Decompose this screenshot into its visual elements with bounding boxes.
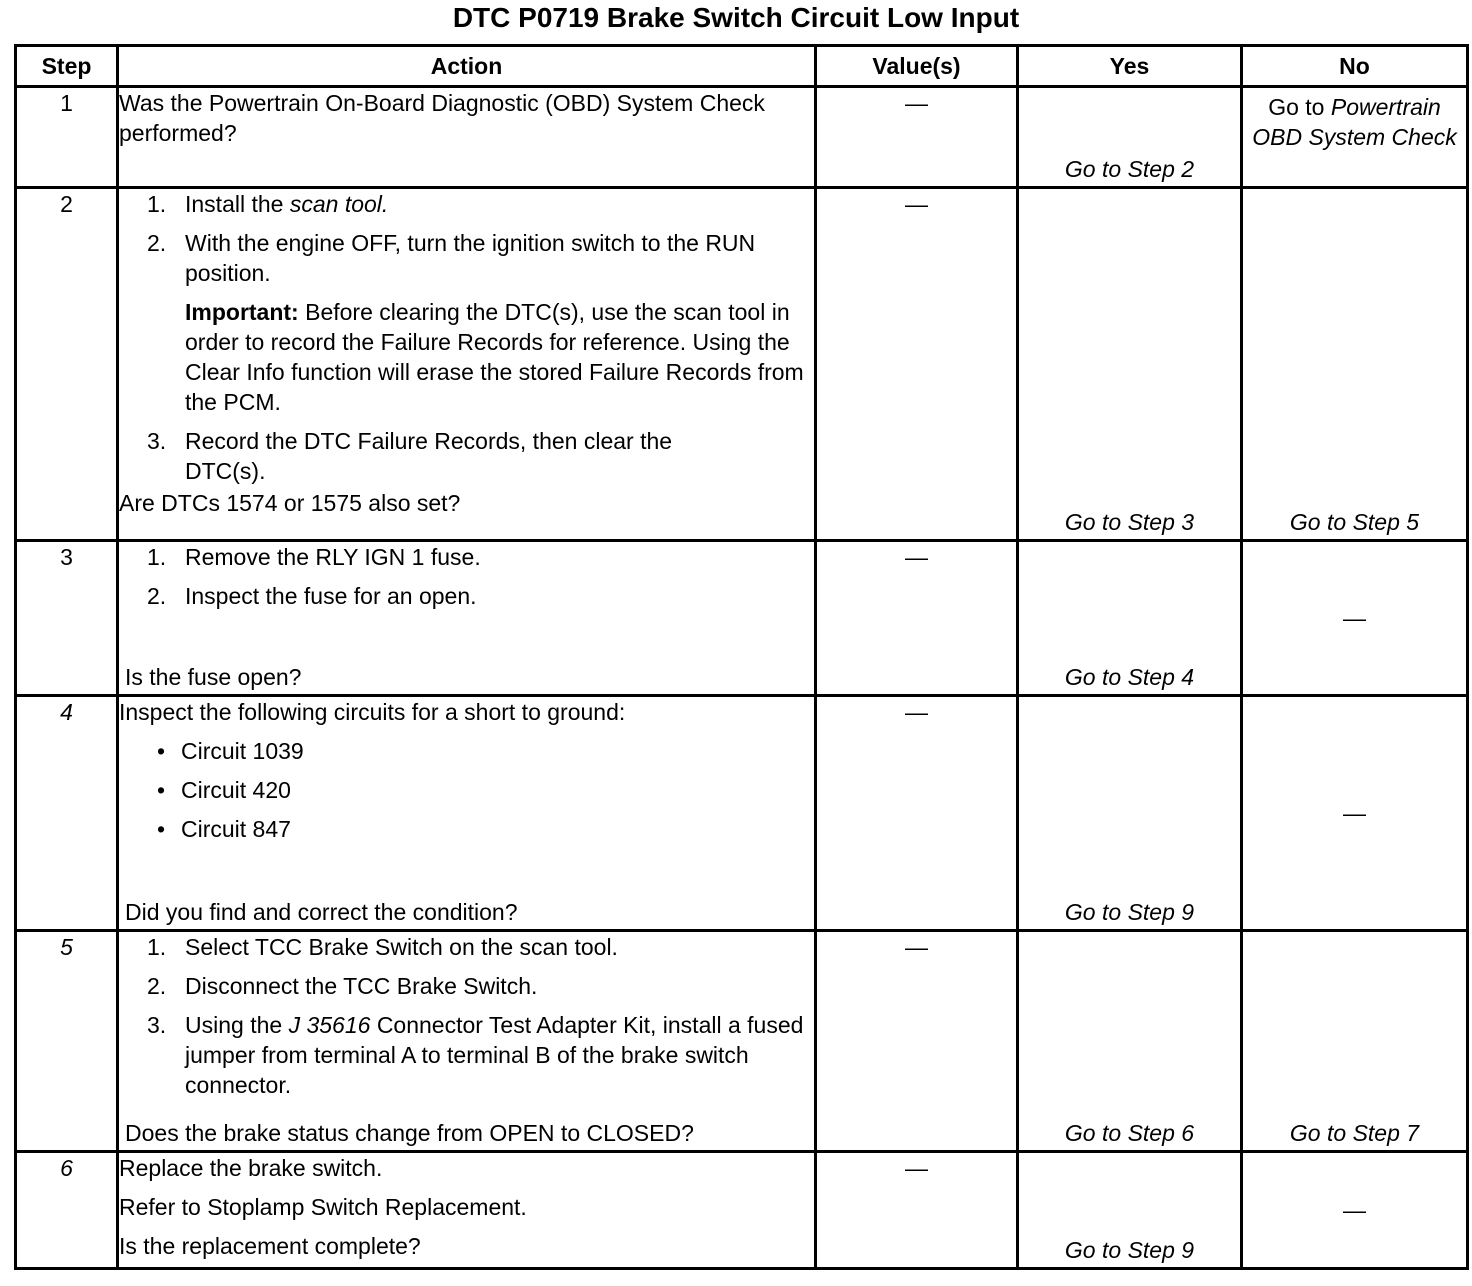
step-number: 6 [16, 1152, 118, 1269]
item-text: Record the DTC Failure Records, then clear the DTC(s). [185, 428, 673, 484]
bullet-icon: • [157, 738, 166, 764]
step-number: 3 [16, 541, 118, 696]
list-item [119, 932, 814, 962]
yes-cell [1018, 541, 1242, 696]
header-step: Step [16, 46, 118, 87]
action-cell [118, 188, 816, 541]
no-cell [1242, 1152, 1468, 1269]
yes-link[interactable]: Go to Step 3 [1064, 509, 1195, 535]
value-cell: — [816, 931, 1018, 1152]
action-cell [118, 87, 816, 188]
yes-link[interactable]: Go to Step 2 [1064, 156, 1195, 182]
value-cell: — [816, 188, 1018, 541]
action-question: Did you find and correct the condition? [125, 899, 518, 925]
item-text: Select TCC Brake Switch on the scan tool. [185, 934, 618, 960]
yes-cell [1018, 1152, 1242, 1269]
value-cell: — [816, 696, 1018, 931]
table-row [16, 696, 1468, 931]
item-text: Remove the RLY IGN 1 fuse. [185, 544, 481, 570]
step-number: 4 [16, 696, 118, 931]
list-item [119, 228, 814, 288]
important-label: Important: [185, 299, 299, 325]
item-number: 3. [147, 1012, 167, 1038]
bullet-icon: • [157, 777, 166, 803]
item-text: Disconnect the TCC Brake Switch. [185, 973, 538, 999]
action-question: Does the brake status change from OPEN to CLOSED? [125, 1120, 694, 1146]
item-text: Circuit 420 [181, 777, 291, 803]
action-line: Refer to Stoplamp Switch Replacement. [119, 1194, 527, 1220]
list-item [119, 1010, 814, 1100]
no-value: — [1343, 605, 1366, 631]
item-number: 1. [147, 191, 167, 217]
action-line: Replace the brake switch. [119, 1155, 383, 1181]
step-number: 2 [16, 188, 118, 541]
list-item [119, 542, 814, 572]
table-row [16, 541, 1468, 696]
table-row [16, 1152, 1468, 1269]
page-title: DTC P0719 Brake Switch Circuit Low Input [452, 2, 1020, 33]
no-link[interactable]: Go to Step 7 [1289, 1120, 1420, 1146]
no-link[interactable]: Powertrain OBD System Check [1252, 94, 1457, 150]
action-intro: Inspect the following circuits for a short to ground: [119, 699, 626, 725]
item-text: Inspect the fuse for an open. [185, 583, 477, 609]
item-number: 1. [147, 544, 167, 570]
header-no: No [1242, 46, 1468, 87]
item-emphasis: J 35616 [288, 1012, 371, 1038]
item-text: Circuit 1039 [181, 738, 304, 764]
no-value: — [1343, 800, 1366, 826]
no-link[interactable]: Go to Step 5 [1289, 509, 1420, 535]
table-row [16, 931, 1468, 1152]
table-row [16, 188, 1468, 541]
item-text: With the engine OFF, turn the ignition switch to the RUN position. [185, 230, 756, 286]
item-number: 2. [147, 583, 167, 609]
important-text: Before clearing the DTC(s), use the scan tool in order to record the Failure Records for reference. Using the Clear Info function will erase the stored Failure Records from the PCM. [185, 299, 804, 415]
item-emphasis: scan tool. [289, 191, 389, 217]
important-note [119, 297, 814, 417]
list-item [119, 189, 814, 219]
item-number: 2. [147, 230, 167, 256]
no-cell [1242, 696, 1468, 931]
yes-link[interactable]: Go to Step 4 [1064, 664, 1195, 690]
yes-link[interactable]: Go to Step 9 [1064, 1237, 1195, 1263]
yes-link[interactable]: Go to Step 9 [1064, 899, 1195, 925]
yes-cell [1018, 931, 1242, 1152]
no-prefix: Go to [1268, 94, 1325, 120]
action-question: Is the fuse open? [125, 664, 302, 690]
no-cell [1242, 87, 1468, 188]
action-question: Was the Powertrain On-Board Diagnostic (OBD) System Check performed? [119, 90, 765, 146]
action-cell [118, 696, 816, 931]
no-value: — [1343, 1197, 1366, 1223]
action-cell [118, 541, 816, 696]
list-item [119, 814, 814, 844]
bullet-icon: • [157, 816, 166, 842]
action-question: Are DTCs 1574 or 1575 also set? [119, 490, 461, 516]
no-cell [1242, 541, 1468, 696]
list-item [119, 971, 814, 1001]
item-text: Circuit 847 [181, 816, 291, 842]
step-number: 1 [16, 87, 118, 188]
yes-cell [1018, 696, 1242, 931]
no-cell [1242, 188, 1468, 541]
item-number: 1. [147, 934, 167, 960]
list-item [119, 581, 814, 611]
list-item [119, 736, 814, 766]
no-cell [1242, 931, 1468, 1152]
item-text: Connector Test Adapter Kit, install a fused jumper from terminal A to terminal B of the brake switch connector. [185, 1012, 804, 1098]
action-question: Is the replacement complete? [119, 1233, 421, 1259]
item-text: Install the [185, 191, 284, 217]
header-action: Action [118, 46, 816, 87]
yes-cell [1018, 87, 1242, 188]
list-item [119, 426, 814, 486]
diagnostic-table [14, 44, 1469, 1270]
header-values: Value(s) [816, 46, 1018, 87]
item-number: 2. [147, 973, 167, 999]
item-text: Using the [185, 1012, 283, 1038]
table-header-row [16, 46, 1468, 87]
header-yes: Yes [1018, 46, 1242, 87]
item-number: 3. [147, 428, 167, 454]
action-cell [118, 1152, 816, 1269]
value-cell: — [816, 541, 1018, 696]
yes-cell [1018, 188, 1242, 541]
step-number: 5 [16, 931, 118, 1152]
table-row [16, 87, 1468, 188]
value-cell: — [816, 1152, 1018, 1269]
list-item [119, 775, 814, 805]
action-cell [118, 931, 816, 1152]
value-cell: — [816, 87, 1018, 188]
yes-link[interactable]: Go to Step 6 [1064, 1120, 1195, 1146]
